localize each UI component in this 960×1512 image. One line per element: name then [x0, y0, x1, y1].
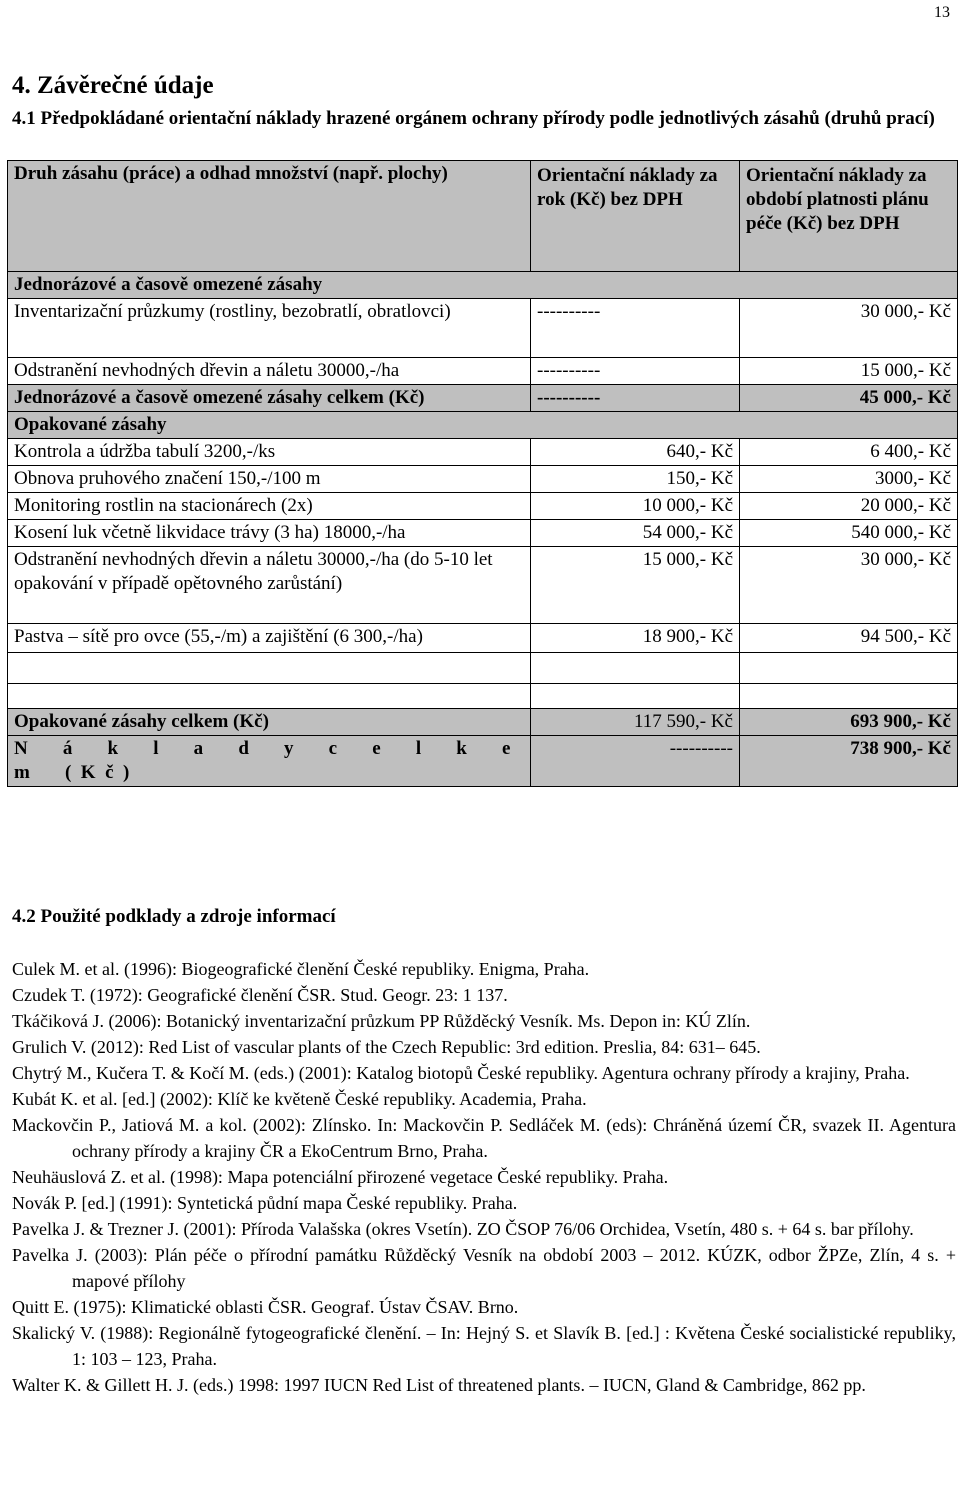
row-total: 94 500,- Kč [740, 624, 958, 653]
row-annual: 640,- Kč [531, 439, 740, 466]
reference-item: Mackovčin P., Jatiová M. a kol. (2002): Zlínsko. In: Mackovčin P. Sedláček M. (eds): Chráněná území ČR, svazek II. Agentura ochrany přírody a krajiny ČR a EkoCentrum Brno, Praha. [12, 1115, 956, 1161]
subtotal-annual: 117 590,- Kč [531, 709, 740, 736]
empty-cell [8, 684, 531, 709]
reference-item: Walter K. & Gillett H. J. (eds.) 1998: 1997 IUCN Red List of threatened plants. – IUCN, Gland & Cambridge, 862 pp. [12, 1375, 866, 1395]
page-title: 4. Závěrečné údaje [12, 72, 214, 99]
subtotal-total: 45 000,- Kč [740, 385, 958, 412]
row-name: Monitoring rostlin na stacionárech (2x) [8, 493, 531, 520]
reference-item: Tkáčiková J. (2006): Botanický inventarizační průzkum PP Růžděcký Vesník. Ms. Depon in: KÚ Zlín. [12, 1011, 751, 1031]
reference-item: Kubát K. et al. [ed.] (2002): Klíč ke květeně České republiky. Academia, Praha. [12, 1089, 587, 1109]
section-row-one-time [8, 272, 958, 299]
empty-cell [531, 684, 740, 709]
grand-total-row [8, 736, 958, 787]
row-total: 540 000,- Kč [740, 520, 958, 547]
row-total: 30 000,- Kč [740, 299, 958, 358]
row-annual: 18 900,- Kč [531, 624, 740, 653]
grand-total-annual: ---------- [531, 736, 740, 787]
empty-row [8, 684, 958, 709]
table-row [8, 547, 958, 624]
row-total: 6 400,- Kč [740, 439, 958, 466]
reference-item: Skalický V. (1988): Regionálně fytogeografické členění. – In: Hejný S. et Slavík B. [ed.] : Květena České socialistické republiky, 1: 103 – 123, Praha. [12, 1323, 956, 1369]
reference-item: Czudek T. (1972): Geografické členění ČSR. Stud. Geogr. 23: 1 137. [12, 985, 508, 1005]
reference-item: Novák P. [ed.] (1991): Syntetická půdní mapa České republiky. Praha. [12, 1193, 518, 1213]
row-annual: ---------- [531, 358, 740, 385]
row-annual: 15 000,- Kč [531, 547, 740, 624]
reference-item: Pavelka J. (2003): Plán péče o přírodní památku Růžděcký Vesník na období 2003 – 2012. KÚZK, odbor ŽPZe, Zlín, 4 s. + mapové přílohy [12, 1245, 956, 1291]
row-name: Pastva – sítě pro ovce (55,-/m) a zajištění (6 300,-/ha) [8, 624, 531, 653]
row-annual: 10 000,- Kč [531, 493, 740, 520]
table-row [8, 624, 958, 653]
subtotal-name: Opakované zásahy celkem (Kč) [8, 709, 531, 736]
row-annual: 54 000,- Kč [531, 520, 740, 547]
row-annual: 150,- Kč [531, 466, 740, 493]
subtotal-name: Jednorázové a časově omezené zásahy celkem (Kč) [8, 385, 531, 412]
table-row [8, 358, 958, 385]
row-name: Kontrola a údržba tabulí 3200,-/ks [8, 439, 531, 466]
reference-item: Grulich V. (2012): Red List of vascular plants of the Czech Republic: 3rd edition. Preslia, 84: 631– 645. [12, 1037, 761, 1057]
page-number: 13 [934, 4, 950, 21]
reference-item: Culek M. et al. (1996): Biogeografické členění České republiky. Enigma, Praha. [12, 959, 590, 979]
references-list [12, 956, 956, 1398]
row-name: Obnova pruhového značení 150,-/100 m [8, 466, 531, 493]
subtotal-row-recurring [8, 709, 958, 736]
table-row [8, 520, 958, 547]
table-header-row [8, 161, 958, 272]
reference-item: Quitt E. (1975): Klimatické oblasti ČSR. Geograf. Ústav ČSAV. Brno. [12, 1297, 519, 1317]
header-work-type: Druh zásahu (práce) a odhad množství (např. plochy) [8, 161, 531, 272]
references-heading: 4.2 Použité podklady a zdroje informací [12, 906, 336, 927]
row-total: 3000,- Kč [740, 466, 958, 493]
grand-total-total: 738 900,- Kč [740, 736, 958, 787]
row-name: Kosení luk včetně likvidace trávy (3 ha) 18000,-/ha [8, 520, 531, 547]
empty-cell [740, 653, 958, 684]
table-row [8, 439, 958, 466]
table-row [8, 466, 958, 493]
grand-total-name: N á k l a d y c e l k e m (Kč) [8, 736, 531, 787]
empty-cell [531, 653, 740, 684]
subtotal-row-one-time [8, 385, 958, 412]
reference-item: Pavelka J. & Trezner J. (2001): Příroda Valašska (okres Vsetín). ZO ČSOP 76/06 Orchidea, Vsetín, 480 s. + 64 s. bar přílohy. [12, 1219, 914, 1239]
section-subheading: 4.1 Předpokládané orientační náklady hrazené orgánem ochrany přírody podle jednotlivých zásahů (druhů prací) [12, 108, 935, 129]
row-total: 30 000,- Kč [740, 547, 958, 624]
row-total: 20 000,- Kč [740, 493, 958, 520]
empty-cell [740, 684, 958, 709]
table-row [8, 299, 958, 358]
reference-item: Neuhäuslová Z. et al. (1998): Mapa potenciální přirozené vegetace České republiky. Praha. [12, 1167, 669, 1187]
empty-row [8, 653, 958, 684]
costs-table [7, 160, 958, 787]
subtotal-total: 693 900,- Kč [740, 709, 958, 736]
table-row [8, 493, 958, 520]
section-title-one-time: Jednorázové a časově omezené zásahy [8, 272, 958, 299]
row-total: 15 000,- Kč [740, 358, 958, 385]
row-name: Inventarizační průzkumy (rostliny, bezobratlí, obratlovci) [8, 299, 531, 358]
subtotal-annual: ---------- [531, 385, 740, 412]
reference-item: Chytrý M., Kučera T. & Kočí M. (eds.) (2001): Katalog biotopů České republiky. Agentura ochrany přírody a krajiny, Praha. [12, 1063, 910, 1083]
section-title-recurring: Opakované zásahy [8, 412, 958, 439]
empty-cell [8, 653, 531, 684]
row-name: Odstranění nevhodných dřevin a náletu 30000,-/ha (do 5-10 let opakování v případě opětovného zarůstání) [8, 547, 531, 624]
header-annual-cost: Orientační náklady za rok (Kč) bez DPH [531, 161, 740, 272]
row-annual: ---------- [531, 299, 740, 358]
section-row-recurring [8, 412, 958, 439]
row-name: Odstranění nevhodných dřevin a náletu 30000,-/ha [8, 358, 531, 385]
header-period-cost: Orientační náklady za období platnosti plánu péče (Kč) bez DPH [740, 161, 958, 272]
